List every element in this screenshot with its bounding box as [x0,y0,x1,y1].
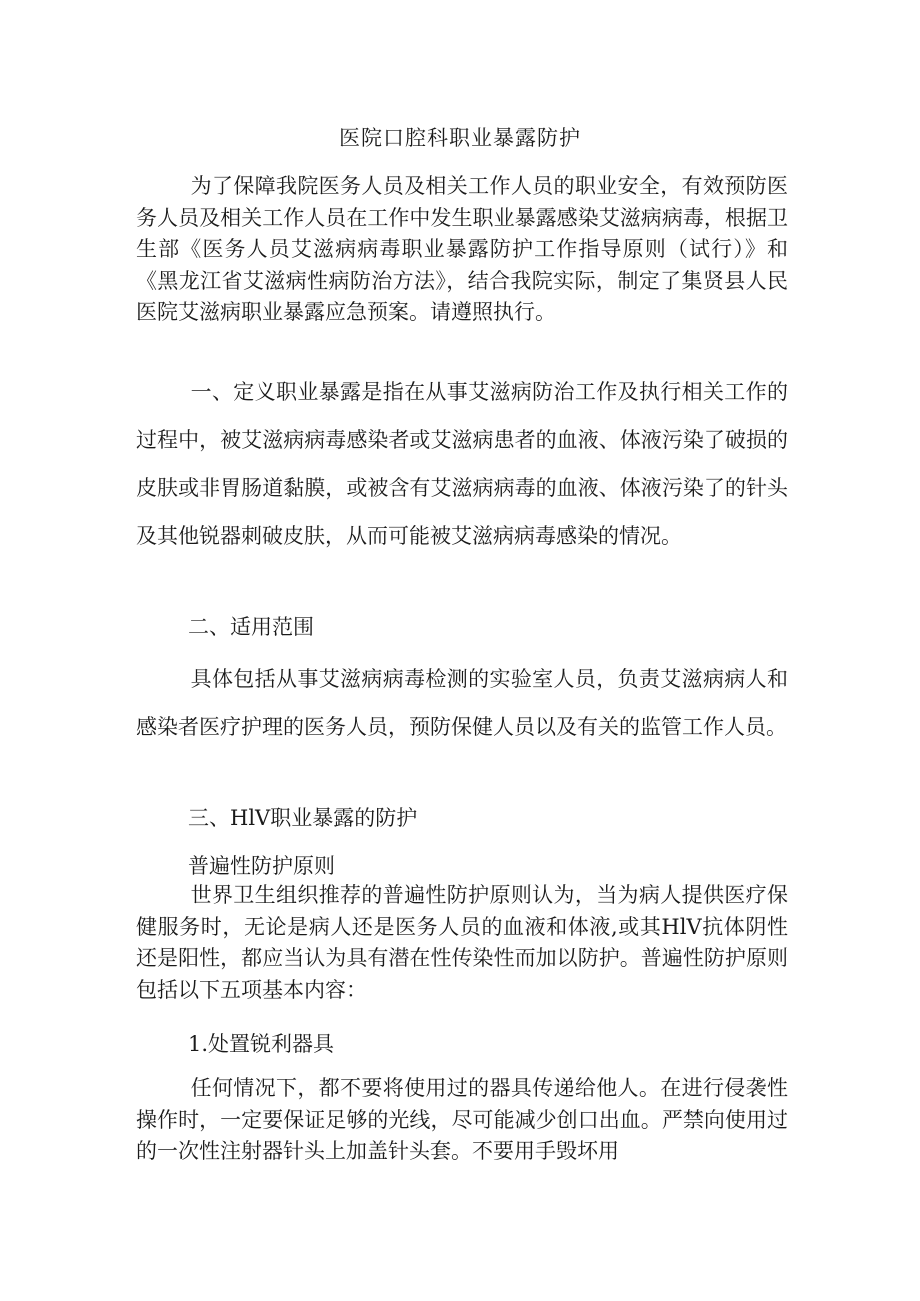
principle-body: 世界卫生组织推荐的普遍性防护原则认为，当为病人提供医疗保健服务时，无论是病人还是医务人员的血液和体液,或其HlV抗体阴性还是阳性，都应当认为具有潜在性传染性而加以防护。普遍性防护原则包括以下五项基本内容： [136,883,788,1002]
item-1-body: 任何情况下，都不要将使用过的器具传递给他人。在进行侵袭性操作时，一定要保证足够的光线，尽可能减少创口出血。严禁向使用过的一次性注射器针头上加盖针头套。不要用手毁坏用 [136,1076,788,1163]
section-3-heading: 三、HlV职业暴露的防护 [188,806,418,830]
intro-paragraph: 为了保障我院医务人员及相关工作人员的职业安全，有效预防医务人员及相关工作人员在工作中发生职业暴露感染艾滋病病毒，根据卫生部《医务人员艾滋病病毒职业暴露防护工作指导原则（试行）》和《黑龙江省艾滋病性病防治方法》，结合我院实际，制定了集贤县人民医院艾滋病职业暴露应急预案。请遵照执行。 [136,174,788,324]
principle-subheading: 普遍性防护原则 [188,854,335,878]
item-1-heading: 1.处置锐利器具 [188,1032,335,1056]
section-2-heading: 二、适用范围 [188,615,314,639]
document-title: 医院口腔科职业暴露防护 [339,126,581,150]
section-2-body: 具体包括从事艾滋病病毒检测的实验室人员，负责艾滋病病人和感染者医疗护理的医务人员，预防保健人员以及有关的监管工作人员。 [136,667,788,739]
section-1-definition: 一、定义职业暴露是指在从事艾滋病防治工作及执行相关工作的过程中，被艾滋病病毒感染者或艾滋病患者的血液、体液污染了破损的皮肤或非胃肠道黏膜，或被含有艾滋病病毒的血液、体液污染了的针头及其他锐器刺破皮肤，从而可能被艾滋病病毒感染的情况。 [136,380,788,548]
